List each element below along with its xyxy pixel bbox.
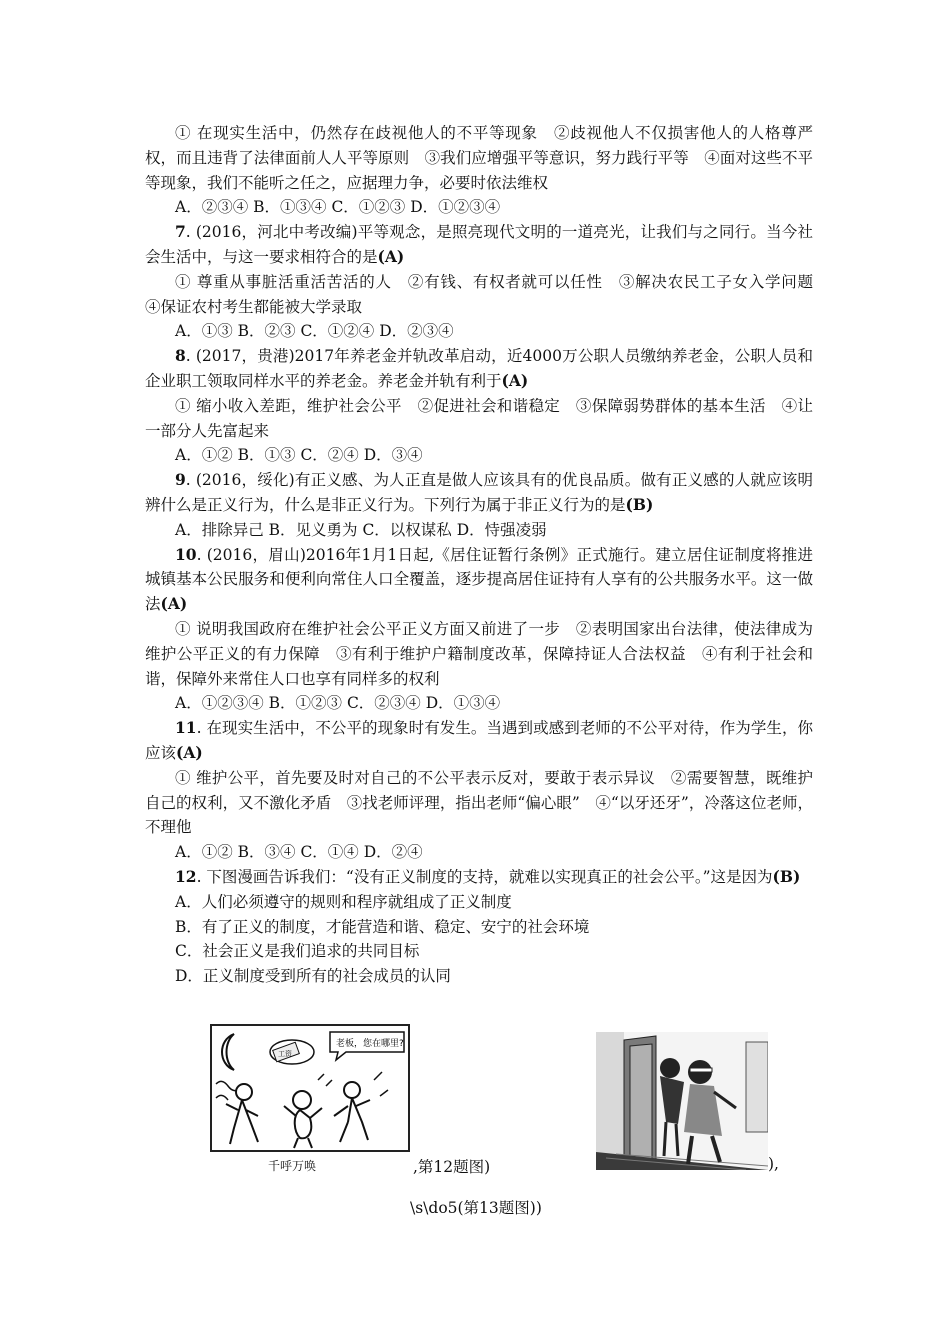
q9-number: 9 (175, 470, 186, 490)
comic-illustration-q12 (210, 1024, 410, 1152)
q11-statements: ① 维护公平，首先要及时对自己的不公平表示反对，要敢于表示异议 ②需要智慧，既维护自己的权利，又不激化矛盾 ③找老师评理，指出老师“偏心眼” ④“以牙还牙”，冷落这位老师，不理他 (145, 768, 813, 837)
q8-options: A．①② B．①③ C．②④ D．③④ (175, 446, 423, 465)
q12-option-a: A．人们必须遵守的规则和程序就组成了正义制度 (175, 892, 512, 911)
q7-options: A．①③ B．②③ C．①②④ D．②③④ (175, 322, 454, 341)
q8-answer: (A) (501, 370, 529, 390)
q11-answer: (A) (176, 742, 203, 762)
door-icon (630, 1044, 652, 1164)
photo-drawing (596, 1032, 768, 1170)
q8-stem-text: . (2017，贵港)2017年养老金并轨改革启动，近4000万公职人员缴纳养老金，公职人员和企业职工领取同样水平的养老金。养老金并轨有利于 (145, 347, 813, 390)
q11-stem (145, 716, 813, 766)
q12-option-d: D．正义制度受到所有的社会成员的认同 (175, 967, 451, 986)
q10-stem (145, 543, 813, 617)
q9-stem-text: . (2016，绥化)有正义感、为人正直是做人应该具有的优良品质。做有正义感的人就应该明辨什么是正义行为，什么是非正义行为。下列行为属于非正义行为的是 (145, 471, 813, 514)
q12-answer: (B) (772, 866, 801, 886)
question-list (145, 121, 829, 989)
q12-stem (145, 865, 813, 890)
q10-options: A．①②③④ B．①②③ C．②③④ D．①③④ (175, 694, 501, 713)
q8-number: 8 (175, 346, 186, 366)
q9-stem (145, 468, 813, 518)
side-wall-icon (746, 1042, 768, 1132)
q7-stem (145, 220, 813, 270)
q10-answer: (A) (160, 594, 188, 614)
figure-12-label: ,第12题图) (413, 1158, 491, 1176)
q11-stem-text: . 在现实生活中，不公平的现象时有发生。当遇到或感到老师的不公平对待，作为学生，你应该 (145, 719, 813, 762)
q6-statements: ① 在现实生活中，仍然存在歧视他人的不平等现象 ②歧视他人不仅损害他人的人格尊严权，而且违背了法律面前人人平等原则 ③我们应增强平等意识，努力践行平等 ④面对这些不平等现象，我们不能听之任之，应据理力争，必要时依法维权 (145, 124, 813, 192)
figure-13-label: \s\do5(第13题图)) (410, 1199, 542, 1217)
comic-caption: 千呼万唤 (268, 1159, 317, 1173)
q8-statements: ① 缩小收入差距，维护社会公平 ②促进社会和谐稳定 ③保障弱势群体的基本生活 ④让一部分人先富起来 (145, 396, 813, 440)
q7-statements: ① 尊重从事脏活重活苦活的人 ②有钱、有权者就可以任性 ③解决农民工子女入学问题 ④保证农村考生都能被大学录取 (145, 272, 829, 316)
wall-icon (596, 1032, 624, 1170)
q12-number: 12 (175, 866, 197, 886)
q11-number: 11 (175, 718, 197, 738)
q12-option-b: B．有了正义的制度，才能营造和谐、稳定、安宁的社会环境 (175, 917, 590, 936)
q6-options: A．②③④ B．①③④ C．①②③ D．①②③④ (175, 198, 501, 217)
q8-stem (145, 344, 813, 394)
q7-stem-text: . (2016，河北中考改编)平等观念，是照亮现代文明的一道亮光，让我们与之同行。当今社会生活中，与这一要求相符合的是 (145, 223, 813, 266)
q10-number: 10 (175, 544, 197, 564)
q7-number: 7 (175, 222, 186, 242)
q10-statements: ① 说明我国政府在维护社会公平正义方面又前进了一步 ②表明国家出台法律，使法律成为维护公平正义的有力保障 ③有利于维护户籍制度改革，保障持证人合法权益 ④有利于社会和谐，保障外来常住人口也享有同样多的权利 (145, 619, 813, 688)
comic-sign: 工资 (278, 1050, 292, 1058)
q7-answer: (A) (377, 246, 405, 266)
q9-answer: (B) (625, 494, 654, 514)
photo-illustration-q13 (596, 1032, 768, 1170)
figure-13-tail: ), (768, 1155, 779, 1173)
q12-option-c: C．社会正义是我们追求的共同目标 (175, 942, 420, 961)
q9-options: A．排除异己 B．见义勇为 C．以权谋私 D．恃强凌弱 (175, 520, 547, 539)
comic-bubble-text: 老板，您在哪里? (336, 1039, 404, 1049)
moon-icon (222, 1034, 234, 1070)
q11-options: A．①② B．③④ C．①④ D．②④ (175, 843, 423, 862)
workers-group-icon (226, 1082, 370, 1148)
q12-stem-text: . 下图漫画告诉我们：“没有正义制度的支持，就难以实现真正的社会公平。”这是因为 (196, 867, 773, 886)
comic-drawing (212, 1026, 408, 1150)
q10-stem-text: . (2016，眉山)2016年1月1日起,《居住证暂行条例》正式施行。建立居住证制度将推进城镇基本公民服务和便利向常住人口全覆盖，逐步提高居住证持有人享有的公共服务水平。这一做法 (145, 545, 813, 614)
